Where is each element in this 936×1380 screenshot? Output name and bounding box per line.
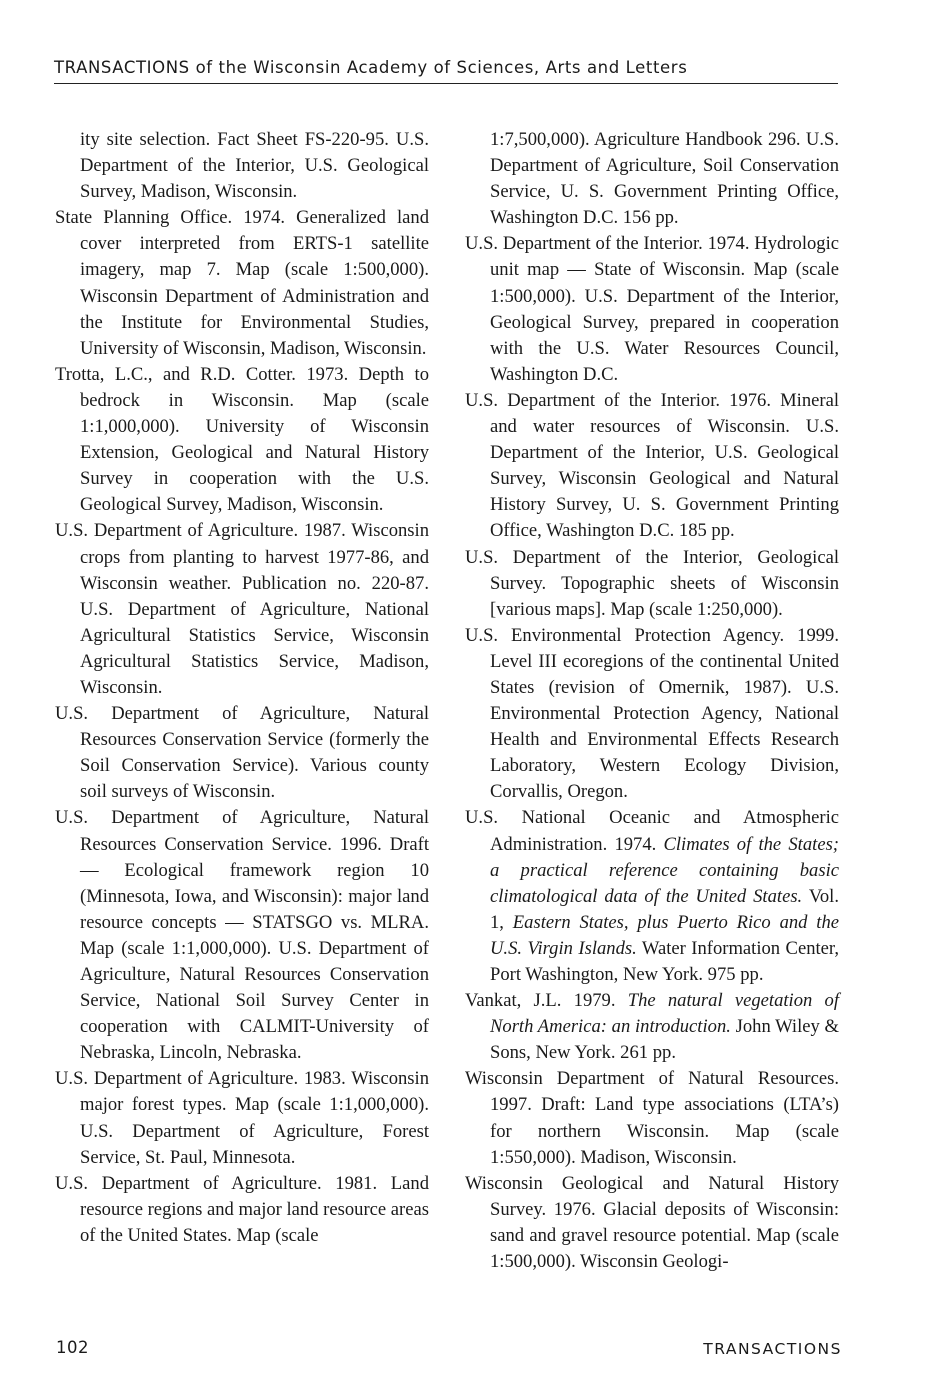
reference-entry: U.S. Department of Agriculture. 1983. Wisconsin major forest types. Map (scale 1:1,000,000). U.S. Department of Agriculture, Forest Service, St. Paul, Minnesota.	[55, 1068, 429, 1168]
ref-text: Vankat, J.L. 1979.	[465, 990, 628, 1012]
reference-entry	[465, 805, 839, 988]
reference-entry: U.S. Department of the Interior. 1976. Mineral and water resources of Wisconsin. U.S. Department of the Interior, U.S. Geological Survey, Wisconsin Geological and Natural History Survey, U. S. Government Printing Office, Washington D.C. 185 pp.	[465, 389, 839, 542]
reference-entry: Wisconsin Department of Natural Resources. 1997. Draft: Land type associations (LTA’s) for northern Wisconsin. Map (scale 1:550,000). Madison, Wisconsin.	[465, 1068, 839, 1168]
reference-entry: Wisconsin Geological and Natural History Survey. 1976. Glacial deposits of Wisconsin: sand and gravel resource potential. Map (scale 1:500,000). Wisconsin Geologi-	[465, 1172, 839, 1273]
ref-text: John Wiley & Sons, New York. 261 pp.	[490, 1016, 839, 1064]
ref-volume-title: Eastern States, plus Puerto Rico and the U.S. Virgin Islands.	[490, 911, 840, 959]
reference-entry: U.S. Department of the Interior, Geological Survey. Topographic sheets of Wisconsin [various maps]. Map (scale 1:250,000).	[465, 546, 839, 620]
running-header: TRANSACTIONS of the Wisconsin Academy of Sciences, Arts and Letters	[54, 58, 688, 77]
ref-text: Water Information Center, Port Washington, New York. 975 pp.	[490, 937, 840, 985]
reference-entry: U.S. Department of Agriculture. 1987. Wisconsin crops from planting to harvest 1977-86, and Wisconsin weather. Publication no. 220-87. U.S. Department of Agriculture, National Agricultural Statistics Service, Wisconsin Agricultural Statistics Service, Madison, Wisconsin.	[55, 520, 429, 698]
footer-journal-title: TRANSACTIONS	[703, 1340, 842, 1358]
reference-entry: Trotta, L.C., and R.D. Cotter. 1973. Depth to bedrock in Wisconsin. Map (scale 1:1,000,000). University of Wisconsin Extension, Geological and Natural History Survey in cooperation with the U.S. Geological Survey, Madison, Wisconsin.	[55, 363, 429, 516]
reference-entry: U.S. Department of the Interior. 1974. Hydrologic unit map — State of Wisconsin. Map (scale 1:500,000). U.S. Department of the Interior, Geological Survey, prepared in cooperation with the U.S. Water Resources Council, Washington D.C.	[465, 233, 839, 385]
header-rule	[54, 83, 838, 84]
page-number: 102	[56, 1338, 89, 1357]
reference-entry	[465, 988, 839, 1066]
right-column	[465, 127, 839, 1275]
reference-entry: U.S. Environmental Protection Agency. 1999. Level III ecoregions of the continental United States (revision of Omernik, 1987). U.S. Environmental Protection Agency, National Health and Environmental Effects Research Laboratory, Western Ecology Division, Corvallis, Oregon.	[465, 624, 839, 803]
reference-entry: State Planning Office. 1974. Generalized land cover interpreted from ERTS-1 satellite imagery, map 7. Map (scale 1:500,000). Wisconsin Department of Administration and the Institute for Environmental Studies, University of Wisconsin, Madison, Wisconsin.	[55, 207, 429, 359]
ref-title: The natural vegetation of North America: an introduction.	[490, 990, 840, 1038]
left-column	[55, 127, 429, 1249]
ref-title: Climates of the States; a practical reference containing basic climatological data of the United States.	[490, 833, 839, 907]
ref-text: U.S. National Oceanic and Atmospheric Administration. 1974.	[465, 807, 839, 855]
reference-entry-continued: ity site selection. Fact Sheet FS-220-95. U.S. Department of the Interior, U.S. Geological Survey, Madison, Wisconsin.	[80, 129, 429, 203]
reference-entry: U.S. Department of Agriculture. 1981. Land resource regions and major land resource areas of the United States. Map (scale	[55, 1172, 429, 1246]
reference-entry: U.S. Department of Agriculture, Natural Resources Conservation Service (formerly the Soil Conservation Service). Various county soil surveys of Wisconsin.	[55, 703, 429, 803]
reference-entry: U.S. Department of Agriculture, Natural Resources Conservation Service. 1996. Draft — Ecological framework region 10 (Minnesota, Iowa, and Wisconsin): major land resource concepts — STATSGO vs. MLRA. Map (scale 1:1,000,000). U.S. Department of Agriculture, Natural Resources Conservation Service, National Soil Survey Center in cooperation with CALMIT-University of Nebraska, Lincoln, Nebraska.	[55, 807, 429, 1064]
ref-text: Vol. 1,	[490, 885, 839, 933]
reference-entry-continued: 1:7,500,000). Agriculture Handbook 296. U.S. Department of Agriculture, Soil Conservation Service, U. S. Government Printing Office, Washington D.C. 156 pp.	[490, 129, 839, 229]
